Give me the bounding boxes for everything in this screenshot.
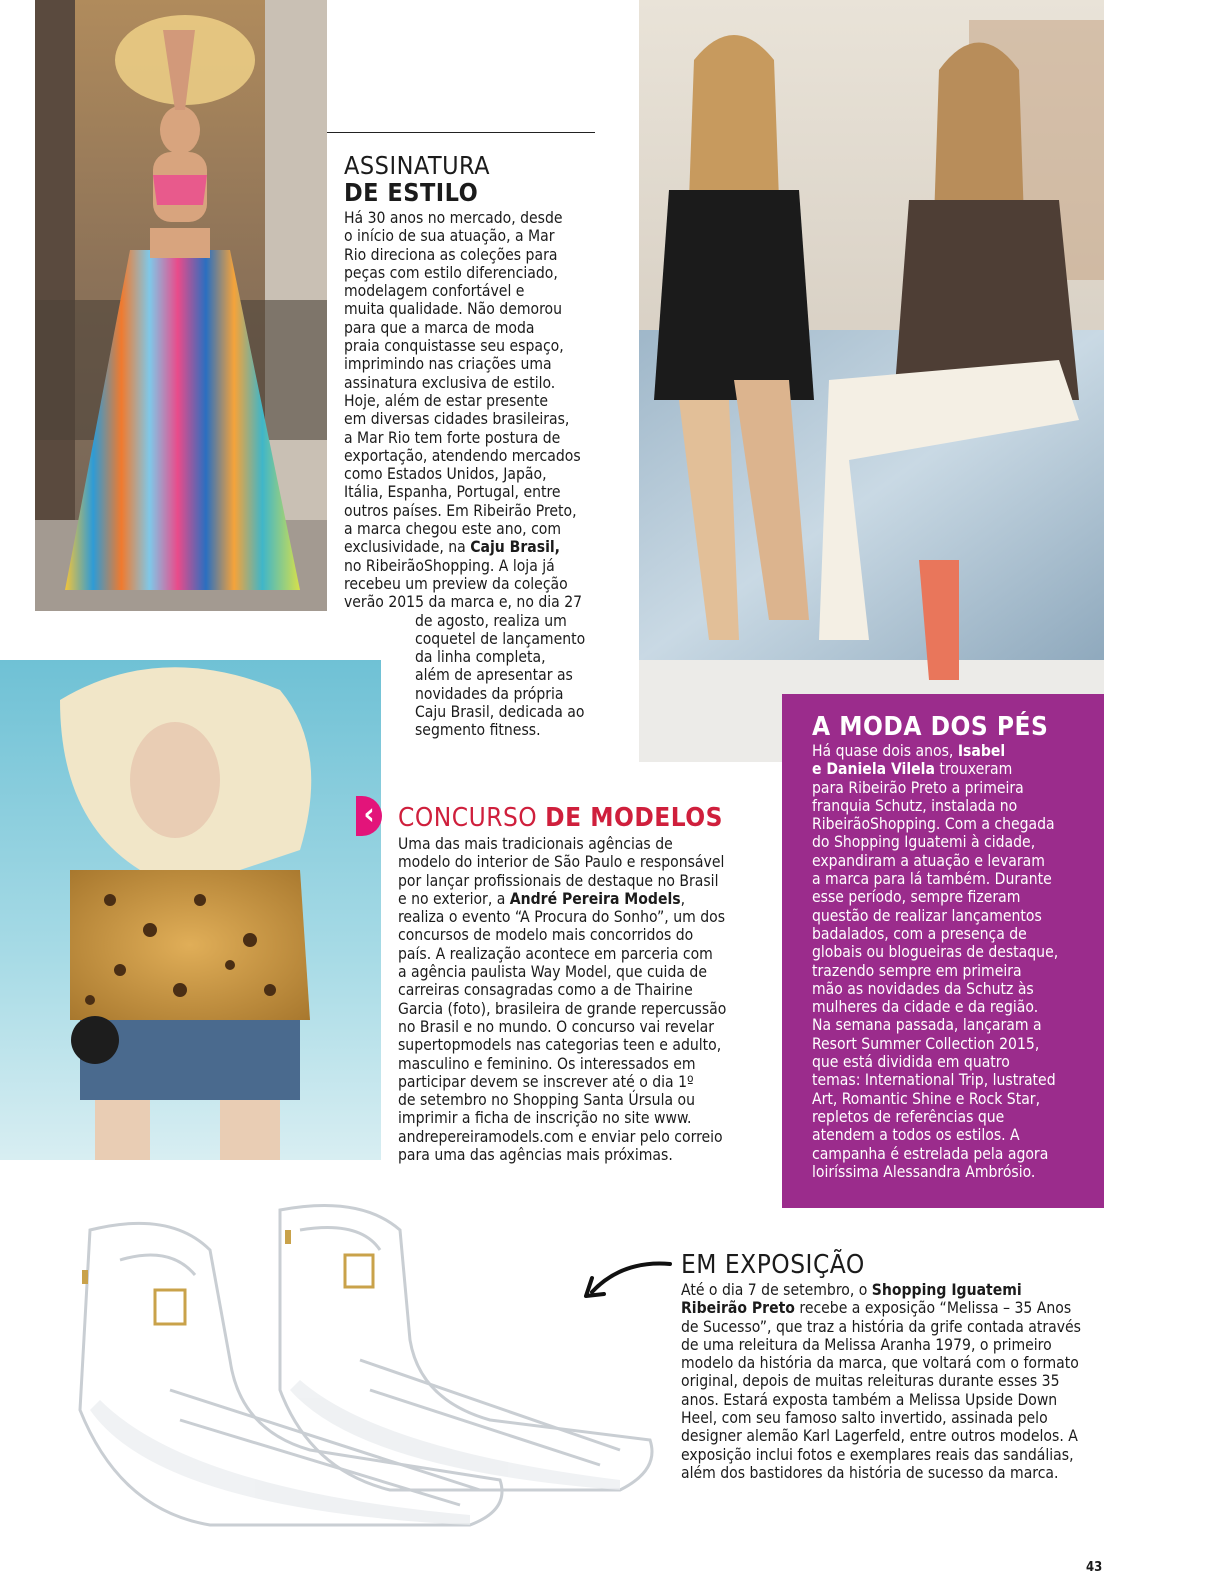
page-number: 43 xyxy=(1086,1560,1103,1575)
text-line: como Estados Unidos, Japão, xyxy=(344,465,547,484)
chevron-glyph: ‹ xyxy=(363,797,375,832)
section-divider-line xyxy=(327,132,595,133)
text-fragment: exclusividade, na xyxy=(344,538,471,557)
text-line: para uma das agências mais próximas. xyxy=(398,1146,673,1165)
text-line: andrepereiramodels.com e enviar pelo correio xyxy=(398,1127,723,1146)
text-fragment: , xyxy=(680,889,686,908)
text-line: peças com estilo diferenciado, xyxy=(344,263,558,282)
text-line: modelagem confortável e xyxy=(344,282,525,301)
article-assinatura-wide-end-lines xyxy=(344,557,614,612)
article-concurso-lines-a xyxy=(398,835,743,890)
bold-ribeirao-preto: Ribeirão Preto xyxy=(681,1299,795,1318)
photo-melissa-sandals xyxy=(60,1190,660,1535)
text-line: segmento fitness. xyxy=(415,721,541,740)
text-fragment: trouxeram xyxy=(934,760,1013,779)
text-line: no RibeirãoShopping. A loja já xyxy=(344,556,555,575)
text-fragment: Até o dia 7 de setembro, o xyxy=(681,1281,872,1299)
text-line: a Mar Rio tem forte postura de xyxy=(344,428,561,447)
text-line: participar devem se inscrever até o dia 1º xyxy=(398,1072,694,1091)
text-line: questão de realizar lançamentos xyxy=(812,906,1042,925)
text-line: praia conquistasse seu espaço, xyxy=(344,337,564,356)
text-line: novidades da própria xyxy=(415,684,564,703)
heading-moda-pes: A MODA DOS PÉS xyxy=(812,712,1049,742)
photo-mar-rio-model xyxy=(35,0,327,611)
text-line: esse período, sempre fizeram xyxy=(812,888,1021,907)
photo-isabel-daniela-vilela xyxy=(639,0,1104,762)
bold-andre-pereira-models: André Pereira Models xyxy=(509,889,681,908)
article-moda-pes-body xyxy=(812,742,1102,1181)
text-line: em diversas cidades brasileiras, xyxy=(344,410,570,429)
text-line: exposição inclui fotos e exemplares reais das sandálias, xyxy=(681,1445,1074,1464)
heading-assinatura-bold: DE ESTILO xyxy=(344,178,479,207)
text-line: a agência paulista Way Model, que cuida de xyxy=(398,963,707,982)
heading-concurso xyxy=(398,803,798,833)
text-line: Hoje, além de estar presente xyxy=(344,391,549,410)
text-line xyxy=(681,1281,1111,1299)
text-line xyxy=(812,760,1102,778)
text-line: carreiras consagradas como a de Thairine xyxy=(398,981,693,1000)
text-line: Uma das mais tradicionais agências de xyxy=(398,835,673,853)
heading-assinatura-light: ASSINATURA xyxy=(344,151,491,180)
text-fragment: e no exterior, a xyxy=(398,889,510,908)
text-line: loiríssima Alessandra Ambrósio. xyxy=(812,1162,1036,1181)
article-assinatura-body xyxy=(344,209,614,740)
text-line: o início de sua atuação, a Mar xyxy=(344,227,555,246)
text-line xyxy=(812,742,1102,760)
text-fragment: Há quase dois anos, xyxy=(812,742,958,760)
article-assinatura-narrow-lines xyxy=(344,612,614,740)
text-line: Itália, Espanha, Portugal, entre xyxy=(344,483,561,502)
text-line: franquia Schutz, instalada no xyxy=(812,796,1018,815)
text-line: mulheres da cidade e da região. xyxy=(812,998,1039,1017)
bold-isabel: Isabel xyxy=(957,742,1006,760)
curved-arrow-icon xyxy=(582,1256,674,1302)
text-line: mão as novidades da Schutz às xyxy=(812,979,1034,998)
text-line: que está dividida em quatro xyxy=(812,1053,1010,1072)
text-line: designer alemão Karl Lagerfeld, entre outros modelos. A xyxy=(681,1427,1078,1446)
text-line: realiza o evento “A Procura do Sonho”, um dos xyxy=(398,908,726,927)
text-line: a marca chegou este ano, com xyxy=(344,520,562,539)
text-line: Art, Romantic Shine e Rock Star, xyxy=(812,1089,1041,1108)
text-line: Há 30 anos no mercado, desde xyxy=(344,209,563,227)
text-line xyxy=(681,1299,1111,1317)
text-line: RibeirãoShopping. Com a chegada xyxy=(812,815,1055,834)
article-moda-pes xyxy=(812,712,1102,1181)
text-line: de Sucesso”, que traz a história da grife contada através xyxy=(681,1317,1081,1336)
text-line: modelo da história da marca, que voltará com o formato xyxy=(681,1354,1079,1373)
text-line: imprimindo nas criações uma xyxy=(344,355,552,374)
text-line: globais ou blogueiras de destaque, xyxy=(812,943,1059,962)
text-line: campanha é estrelada pela agora xyxy=(812,1144,1049,1163)
text-line: de setembro no Shopping Santa Úrsula ou xyxy=(398,1091,695,1110)
text-line: país. A realização acontece em parceria com xyxy=(398,944,713,963)
heading-assinatura xyxy=(344,152,604,206)
text-line: trazendo sempre em primeira xyxy=(812,961,1022,980)
text-line: original, depois de muitas releituras durante esses 35 xyxy=(681,1372,1060,1391)
text-line: assinatura exclusiva de estilo. xyxy=(344,373,556,392)
text-line: atendem a todos os estilos. A xyxy=(812,1126,1020,1145)
bold-daniela-vilela: e Daniela Vilela xyxy=(812,760,935,779)
text-line: Na semana passada, lançaram a xyxy=(812,1016,1042,1035)
text-line: do Shopping Iguatemi à cidade, xyxy=(812,833,1036,852)
text-line: masculino e feminino. Os interessados em xyxy=(398,1054,696,1073)
text-line: verão 2015 da marca e, no dia 27 xyxy=(344,593,583,612)
text-line: temas: International Trip, lustrated xyxy=(812,1071,1056,1090)
text-line: no Brasil e no mundo. O concurso vai revelar xyxy=(398,1017,714,1036)
text-line: Heel, com seu famoso salto invertido, assinada pelo xyxy=(681,1409,1048,1428)
heading-exposicao: EM EXPOSIÇÃO xyxy=(681,1250,865,1280)
text-line: da linha completa, xyxy=(415,648,546,667)
text-line: a marca para lá também. Durante xyxy=(812,870,1052,889)
text-line: exportação, atendendo mercados xyxy=(344,446,581,465)
article-assinatura-line-caju xyxy=(344,538,614,556)
article-concurso-lines-c xyxy=(398,908,743,1164)
text-line: para Ribeirão Preto a primeira xyxy=(812,778,1024,797)
text-line: expandiram a atuação e levaram xyxy=(812,851,1045,870)
text-line: imprimir a ficha de inscrição no site www. xyxy=(398,1109,692,1128)
text-line: Garcia (foto), brasileira de grande repercussão xyxy=(398,999,727,1018)
text-line: anos. Estará exposta também a Melissa Upside Down xyxy=(681,1390,1058,1409)
text-line: além de apresentar as xyxy=(415,666,573,685)
bold-shopping-iguatemi: Shopping Iguatemi xyxy=(871,1281,1022,1299)
article-assinatura-wide-lines xyxy=(344,209,614,538)
text-line: coquetel de lançamento xyxy=(415,629,586,648)
text-fragment: recebe a exposição “Melissa – 35 Anos xyxy=(794,1299,1072,1318)
article-concurso-body xyxy=(398,835,743,1164)
text-line: recebeu um preview da coleção xyxy=(344,574,568,593)
text-line: repletos de referências que xyxy=(812,1107,1005,1126)
text-line: muita qualidade. Não demorou xyxy=(344,300,562,319)
text-line: além dos bastidores da história de sucesso da marca. xyxy=(681,1463,1059,1482)
text-line: de agosto, realiza um xyxy=(415,611,567,630)
text-line: para que a marca de moda xyxy=(344,318,535,337)
article-moda-pes-lines xyxy=(812,779,1102,1182)
text-line: badalados, com a presença de xyxy=(812,924,1027,943)
text-line: supertopmodels nas categorias teen e adulto, xyxy=(398,1036,722,1055)
text-line: Resort Summer Collection 2015, xyxy=(812,1034,1040,1053)
text-line: modelo do interior de São Paulo e responsável xyxy=(398,853,725,872)
article-exposicao-lines xyxy=(681,1318,1111,1483)
photo-thairine-garcia xyxy=(0,660,381,1160)
text-line: por lançar profissionais de destaque no Brasil xyxy=(398,871,719,890)
text-line: Caju Brasil, dedicada ao xyxy=(415,703,585,722)
bold-caju-brasil: Caju Brasil, xyxy=(470,538,561,557)
text-line: outros países. Em Ribeirão Preto, xyxy=(344,501,577,520)
heading-concurso-light: CONCURSO xyxy=(398,803,546,833)
heading-concurso-bold: DE MODELOS xyxy=(545,803,723,833)
text-line: de uma releitura da Melissa Aranha 1979, o primeiro xyxy=(681,1335,1052,1354)
text-line xyxy=(398,890,743,908)
text-line: concursos de modelo mais concorridos do xyxy=(398,926,694,945)
text-line: Rio direciona as coleções para xyxy=(344,245,558,264)
article-exposicao-body xyxy=(681,1281,1111,1482)
